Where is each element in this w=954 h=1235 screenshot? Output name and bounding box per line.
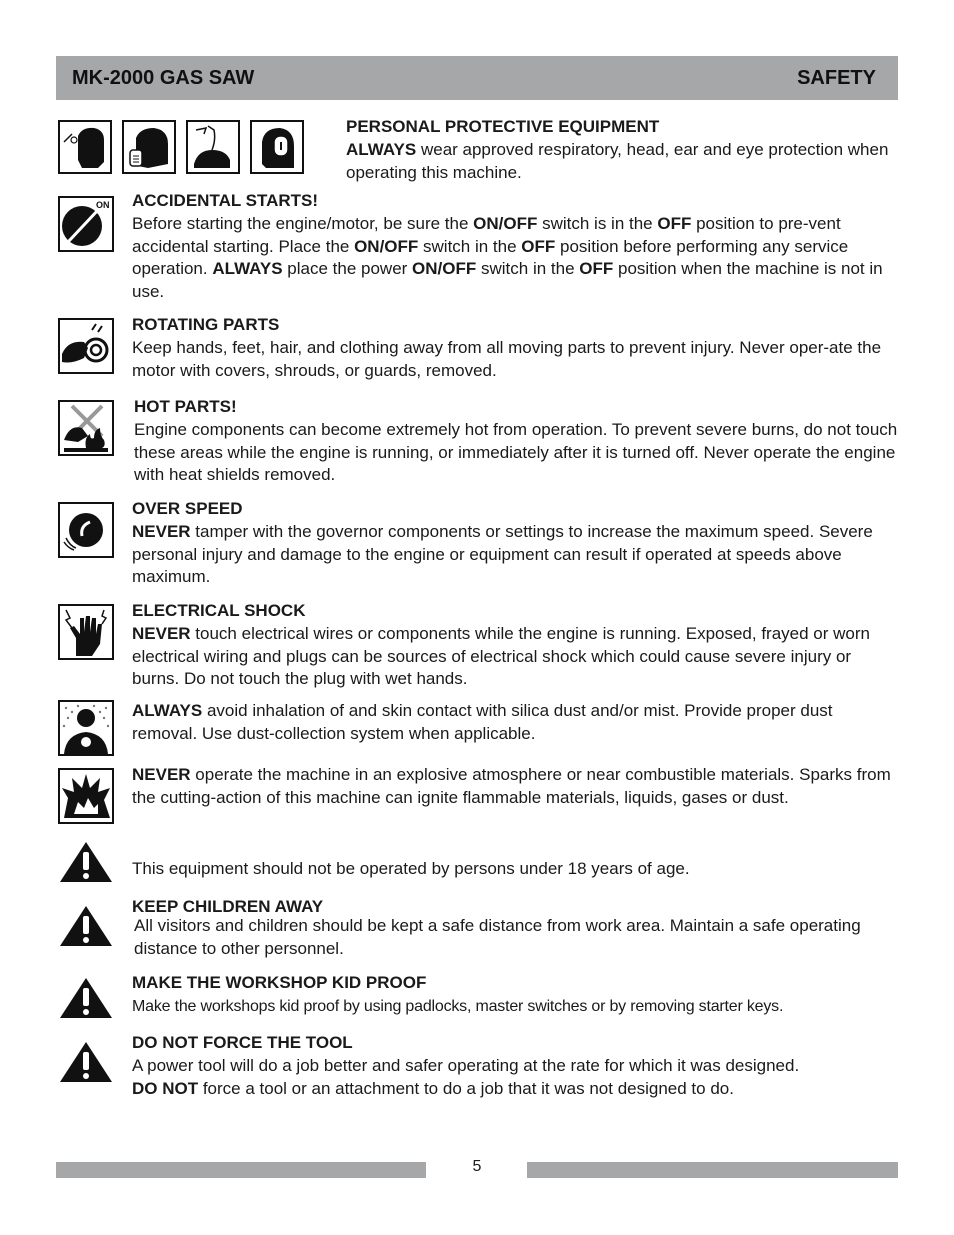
section-age-restriction <box>56 840 902 884</box>
hot-parts-icon <box>58 400 114 456</box>
overspeed-text: tamper with the governor components or settings to increase the maximum speed. Severe personal injury and damage to the engine or equipment can result if operated at speeds above maximum. <box>132 521 873 587</box>
ppe-emphasis: ALWAYS <box>346 139 417 159</box>
accidental-emphasis: ALWAYS <box>212 259 283 279</box>
kidproof-title: MAKE THE WORKSHOP KID PROOF <box>132 973 427 992</box>
accidental-title: ACCIDENTAL STARTS! <box>132 191 319 210</box>
warning-triangle-icon <box>58 840 114 884</box>
page-header <box>56 56 898 100</box>
switch-on-label: ON <box>96 200 110 210</box>
section-explosive-atmosphere <box>56 765 902 828</box>
accidental-emphasis: ON/OFF <box>412 259 477 279</box>
electrical-title: ELECTRICAL SHOCK <box>132 601 306 620</box>
accidental-emphasis: OFF <box>521 236 556 256</box>
dust-emphasis: ALWAYS <box>132 701 203 720</box>
switch-on-prohibited-icon <box>58 196 114 252</box>
ppe-text: wear approved respiratory, head, ear and eye protection when operating this machine. <box>346 139 889 182</box>
dust-inhalation-icon <box>58 700 114 756</box>
section-kid-proof <box>56 973 902 1020</box>
accidental-emphasis: OFF <box>657 213 692 233</box>
force-text: A power tool will do a job better and safer operating at the rate for which it was designed. <box>132 1055 800 1075</box>
warning-triangle-icon <box>58 976 114 1020</box>
accidental-text: Before starting the engine/motor, be sure the <box>132 213 474 233</box>
section-rotating-parts <box>56 315 902 380</box>
section-accidental-starts <box>56 191 902 304</box>
section-keep-children-away <box>56 897 902 960</box>
ppe-icon-group <box>58 120 304 174</box>
footer-bar-right <box>527 1162 898 1178</box>
section-do-not-force <box>56 1033 902 1098</box>
section-electrical-shock <box>56 601 902 689</box>
electrical-emphasis: NEVER <box>132 623 191 643</box>
accidental-text: position to pre-vent accidental starting. Place the <box>132 213 841 256</box>
manual-title: MK-2000 GAS SAW <box>72 66 255 89</box>
accidental-text: place the power <box>282 259 413 279</box>
accidental-text: position when the machine is not in use. <box>132 259 883 302</box>
electrical-shock-icon <box>58 604 114 660</box>
accidental-text: position before performing any service operation. <box>132 236 849 279</box>
warning-triangle-icon <box>58 1040 114 1084</box>
accidental-emphasis: ON/OFF <box>354 236 419 256</box>
explosive-emphasis: NEVER <box>132 765 191 784</box>
accidental-emphasis: OFF <box>579 259 614 279</box>
rotating-parts-icon <box>58 318 114 374</box>
section-title: SAFETY <box>797 66 876 89</box>
accidental-emphasis: ON/OFF <box>473 213 538 233</box>
accidental-text: switch in the <box>476 259 580 279</box>
explosion-icon <box>58 768 114 824</box>
age-text: This equipment should not be operated by persons under 18 years of age. <box>132 859 690 878</box>
section-hot-parts <box>56 397 902 485</box>
face-shield-icon <box>58 120 112 174</box>
hard-hat-icon <box>186 120 240 174</box>
accidental-text: switch is in the <box>537 213 658 233</box>
section-ppe <box>56 117 902 182</box>
force-text: force a tool or an attachment to do a job that it was not designed to do. <box>198 1078 734 1098</box>
children-title: KEEP CHILDREN AWAY <box>132 897 324 916</box>
overspeed-title: OVER SPEED <box>132 499 243 518</box>
children-text: All visitors and children should be kept a safe distance from work area. Maintain a safe operating distance to other personnel. <box>134 915 861 958</box>
force-emphasis: DO NOT <box>132 1078 199 1098</box>
over-speed-icon <box>58 502 114 558</box>
overspeed-emphasis: NEVER <box>132 521 191 541</box>
section-over-speed <box>56 499 902 587</box>
accidental-text: switch in the <box>418 236 522 256</box>
ear-muffs-icon <box>250 120 304 174</box>
explosive-text: operate the machine in an explosive atmosphere or near combustible materials. Sparks from the cutting-action of this machine can ignite flammable materials, liquids, gases or dust. <box>132 765 891 807</box>
warning-triangle-icon <box>58 904 114 948</box>
hot-text: Engine components can become extremely hot from operation. To prevent severe burns, do not touch these areas while the engine is running, or immediately after it is turned off. Never operate the engine with heat shields removed. <box>134 419 898 485</box>
respirator-icon <box>122 120 176 174</box>
electrical-text: touch electrical wires or components while the engine is running. Exposed, frayed or worn electrical wiring and plugs can be sources of electrical shock which could cause severe injury or burns. Do not touch the plug with wet hands. <box>132 623 870 689</box>
kidproof-text: Make the workshops kid proof by using padlocks, master switches or by removing starter keys. <box>132 997 784 1015</box>
dust-text: avoid inhalation of and skin contact with silica dust and/or mist. Provide proper dust removal. Use dust-collection system when applicable. <box>132 701 833 743</box>
hot-title: HOT PARTS! <box>134 397 237 416</box>
ppe-title: PERSONAL PROTECTIVE EQUIPMENT <box>346 117 660 136</box>
footer-bar-left <box>56 1162 426 1178</box>
rotating-text: Keep hands, feet, hair, and clothing away from all moving parts to prevent injury. Never oper-ate the motor with covers, shrouds, or guards, removed. <box>132 337 882 380</box>
section-silica-dust <box>56 700 902 756</box>
rotating-title: ROTATING PARTS <box>132 315 280 334</box>
force-title: DO NOT FORCE THE TOOL <box>132 1033 353 1052</box>
page-number: 5 <box>472 1158 482 1175</box>
